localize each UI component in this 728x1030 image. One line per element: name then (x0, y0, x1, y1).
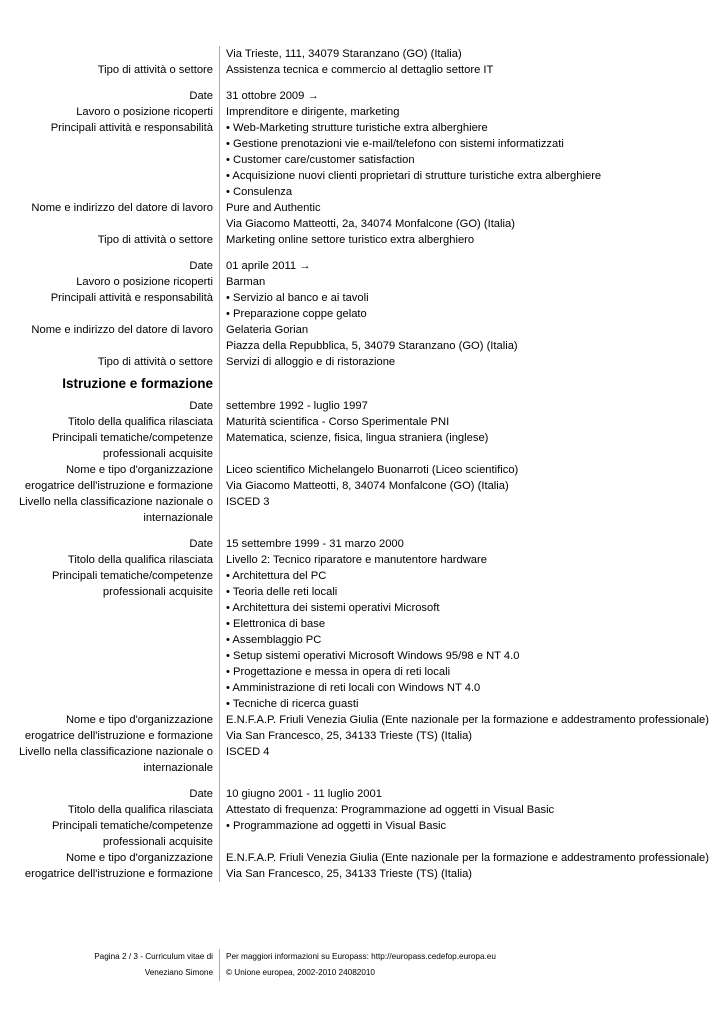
label-line: Nome e tipo d'organizzazione (65, 464, 213, 476)
cv-entry-row (0, 274, 728, 290)
entry-value (219, 232, 716, 248)
label-line: Principali attività e responsabilità (50, 122, 213, 134)
value-line: • Preparazione coppe gelato (226, 308, 367, 320)
value-line: 31 ottobre 2009 → (226, 90, 319, 102)
entry-label (0, 78, 219, 88)
entry-label (0, 120, 219, 200)
value-line: • Architettura dei sistemi operativi Microsoft (226, 602, 440, 614)
value-line: Via Giacomo Matteotti, 8, 34074 Monfalcone (GO) (Italia) (226, 480, 509, 492)
value-line: Piazza della Repubblica, 5, 34079 Staranzano (GO) (Italia) (226, 340, 518, 352)
entry-value (219, 88, 716, 104)
label-line: Lavoro o posizione ricoperti (76, 106, 213, 118)
label-line: erogatrice dell'istruzione e formazione (24, 480, 213, 492)
entry-value (219, 744, 716, 776)
label-line: Date (189, 788, 213, 800)
cv-entry-row (0, 744, 728, 776)
cv-entry-row (0, 354, 728, 370)
entry-value (219, 786, 716, 802)
cv-entry-row (0, 62, 728, 78)
label-line: Date (189, 90, 213, 102)
entry-label (0, 802, 219, 818)
cv-entry-row (0, 414, 728, 430)
cv-entry-row (0, 200, 728, 232)
label-line: professionali acquisite (102, 836, 213, 848)
entry-value (219, 494, 716, 526)
label-line: Principali tematiche/competenze (51, 432, 213, 444)
label-line: Lavoro o posizione ricoperti (76, 276, 213, 288)
value-line: 15 settembre 1999 - 31 marzo 2000 (226, 538, 404, 550)
label-line: Principali tematiche/competenze (51, 570, 213, 582)
entry-label (0, 46, 219, 62)
label-line: professionali acquisite (102, 448, 213, 460)
entry-value (219, 62, 716, 78)
label-line: Titolo della qualifica rilasciata (67, 554, 213, 566)
label-line: erogatrice dell'istruzione e formazione (24, 868, 213, 880)
entry-value (219, 354, 716, 370)
entry-label (0, 430, 219, 462)
entry-label (0, 494, 219, 526)
value-line: Pure and Authentic (226, 202, 321, 214)
entry-label (0, 62, 219, 78)
entry-value (219, 776, 716, 786)
entry-value (219, 802, 716, 818)
cv-entry-row (0, 46, 728, 62)
footer-author: Veneziano Simone (144, 968, 213, 977)
entry-value (219, 370, 716, 398)
label-line: internazionale (143, 512, 213, 524)
cv-entry-row (0, 802, 728, 818)
value-line: • Consulenza (226, 186, 293, 198)
cv-entry-row (0, 818, 728, 850)
value-line: • Architettura del PC (226, 570, 327, 582)
label-line: Nome e indirizzo del datore di lavoro (31, 324, 213, 336)
label-line: Tipo di attività o settore (97, 356, 213, 368)
value-line: Livello 2: Tecnico riparatore e manutentore hardware (226, 554, 487, 566)
cv-entry-row (0, 552, 728, 568)
entry-value (219, 290, 716, 322)
value-line: 01 aprile 2011 → (226, 260, 311, 272)
value-line: Maturità scientifica - Corso Sperimentale PNI (226, 416, 450, 428)
value-line: Liceo scientifico Michelangelo Buonarroti (Liceo scientifico) (226, 464, 519, 476)
cv-entry-row (0, 104, 728, 120)
value-line: Via Trieste, 111, 34079 Staranzano (GO) (Italia) (226, 48, 462, 60)
section-title (0, 370, 219, 398)
cv-entry-row (0, 462, 728, 494)
value-line: • Amministrazione di reti locali con Windows NT 4.0 (226, 682, 481, 694)
entry-value (219, 120, 716, 200)
label-line: Livello nella classificazione nazionale o (18, 496, 213, 508)
entry-label (0, 462, 219, 494)
entry-label (0, 354, 219, 370)
entry-label (0, 776, 219, 786)
entry-label (0, 818, 219, 850)
cv-entry-row (0, 536, 728, 552)
spacer-row (0, 526, 728, 536)
entry-value (219, 274, 716, 290)
entry-value (219, 818, 716, 850)
footer-left (0, 949, 219, 981)
value-line: Gelateria Gorian (226, 324, 309, 336)
entry-value (219, 200, 716, 232)
cv-entry-row (0, 568, 728, 712)
value-line: • Acquisizione nuovi clienti proprietari di strutture turistiche extra alberghiere (226, 170, 602, 182)
cv-entry-row (0, 232, 728, 248)
entry-value (219, 568, 716, 712)
footer-europass-link: Per maggiori informazioni su Europass: http://europass.cedefop.europa.eu (226, 952, 496, 961)
page-footer (0, 949, 728, 981)
value-line: • Assemblaggio PC (226, 634, 322, 646)
spacer-row (0, 78, 728, 88)
entry-label (0, 398, 219, 414)
entry-label (0, 322, 219, 354)
entry-label (0, 104, 219, 120)
cv-entry-row (0, 786, 728, 802)
label-line: Date (189, 538, 213, 550)
value-line: ISCED 4 (226, 746, 270, 758)
label-line: Tipo di attività o settore (97, 64, 213, 76)
entry-label (0, 786, 219, 802)
value-line: • Customer care/customer satisfaction (226, 154, 415, 166)
value-line: ISCED 3 (226, 496, 270, 508)
label-line: professionali acquisite (102, 586, 213, 598)
value-line: Marketing online settore turistico extra alberghiero (226, 234, 475, 246)
entry-label (0, 414, 219, 430)
entry-label (0, 526, 219, 536)
entry-label (0, 552, 219, 568)
entry-label (0, 536, 219, 552)
cv-entry-row (0, 494, 728, 526)
cv-entry-row (0, 430, 728, 462)
cv-entry-row (0, 290, 728, 322)
entry-label (0, 568, 219, 712)
entry-value (219, 462, 716, 494)
entry-label (0, 712, 219, 744)
value-line: Via San Francesco, 25, 34133 Trieste (TS) (Italia) (226, 730, 473, 742)
value-line: Barman (226, 276, 266, 288)
value-line: Attestato di frequenza: Programmazione ad oggetti in Visual Basic (226, 804, 555, 816)
value-line: Via Giacomo Matteotti, 2a, 34074 Monfalcone (GO) (Italia) (226, 218, 515, 230)
entry-value (219, 398, 716, 414)
cv-entry-row (0, 322, 728, 354)
label-line: Principali tematiche/competenze (51, 820, 213, 832)
entry-value (219, 104, 716, 120)
entry-value (219, 526, 716, 536)
cv-document (0, 46, 728, 882)
value-line: • Progettazione e messa in opera di reti locali (226, 666, 451, 678)
entry-value (219, 430, 716, 462)
cv-entry-row (0, 258, 728, 274)
cv-entry-row (0, 712, 728, 744)
value-line: settembre 1992 - luglio 1997 (226, 400, 368, 412)
entry-label (0, 88, 219, 104)
label-line: Livello nella classificazione nazionale o (18, 746, 213, 758)
label-line: Nome e tipo d'organizzazione (65, 714, 213, 726)
entry-value (219, 78, 716, 88)
label-line: Nome e tipo d'organizzazione (65, 852, 213, 864)
cv-entry-row (0, 120, 728, 200)
entry-value (219, 258, 716, 274)
label-line: internazionale (143, 762, 213, 774)
entry-label (0, 248, 219, 258)
spacer-row (0, 776, 728, 786)
entry-value (219, 536, 716, 552)
label-line: Istruzione e formazione (62, 376, 213, 391)
entry-label (0, 258, 219, 274)
value-line: Via San Francesco, 25, 34133 Trieste (TS) (Italia) (226, 868, 473, 880)
label-line: Titolo della qualifica rilasciata (67, 804, 213, 816)
section-heading-row (0, 370, 728, 398)
value-line: • Teoria delle reti locali (226, 586, 338, 598)
value-line: • Gestione prenotazioni vie e-mail/telefono con sistemi informatizzati (226, 138, 564, 150)
value-line: • Tecniche di ricerca guasti (226, 698, 359, 710)
label-line: Tipo di attività o settore (97, 234, 213, 246)
entry-label (0, 232, 219, 248)
value-line: Servizi di alloggio e di ristorazione (226, 356, 396, 368)
label-line: erogatrice dell'istruzione e formazione (24, 730, 213, 742)
cv-entry-row (0, 850, 728, 882)
label-line: Principali attività e responsabilità (50, 292, 213, 304)
entry-value (219, 46, 716, 62)
cv-entry-row (0, 88, 728, 104)
entry-value (219, 248, 716, 258)
value-line: • Web-Marketing strutture turistiche extra alberghiere (226, 122, 488, 134)
value-line: 10 giugno 2001 - 11 luglio 2001 (226, 788, 382, 800)
value-line: • Elettronica di base (226, 618, 326, 630)
entry-label (0, 200, 219, 232)
label-line: Nome e indirizzo del datore di lavoro (31, 202, 213, 214)
value-line: • Servizio al banco e ai tavoli (226, 292, 369, 304)
label-line: Titolo della qualifica rilasciata (67, 416, 213, 428)
footer-page-info: Pagina 2 / 3 - Curriculum vitae di (94, 952, 213, 961)
spacer-row (0, 248, 728, 258)
entry-value (219, 414, 716, 430)
value-line: Imprenditore e dirigente, marketing (226, 106, 400, 118)
label-line: Date (189, 260, 213, 272)
footer-right (219, 949, 716, 981)
value-line: E.N.F.A.P. Friuli Venezia Giulia (Ente nazionale per la formazione e addestramento professionale) (226, 852, 709, 864)
entry-value (219, 552, 716, 568)
entry-label (0, 290, 219, 322)
entry-value (219, 322, 716, 354)
cv-entry-row (0, 398, 728, 414)
footer-copyright: © Unione europea, 2002-2010 24082010 (226, 968, 375, 977)
value-line: Assistenza tecnica e commercio al dettaglio settore IT (226, 64, 494, 76)
entry-label (0, 744, 219, 776)
value-line: Matematica, scienze, fisica, lingua straniera (inglese) (226, 432, 489, 444)
entry-label (0, 274, 219, 290)
entry-value (219, 712, 716, 744)
value-line: • Programmazione ad oggetti in Visual Basic (226, 820, 447, 832)
label-line: Date (189, 400, 213, 412)
entry-label (0, 850, 219, 882)
value-line: E.N.F.A.P. Friuli Venezia Giulia (Ente nazionale per la formazione e addestramento professionale) (226, 714, 709, 726)
entry-value (219, 850, 716, 882)
value-line: • Setup sistemi operativi Microsoft Windows 95/98 e NT 4.0 (226, 650, 520, 662)
